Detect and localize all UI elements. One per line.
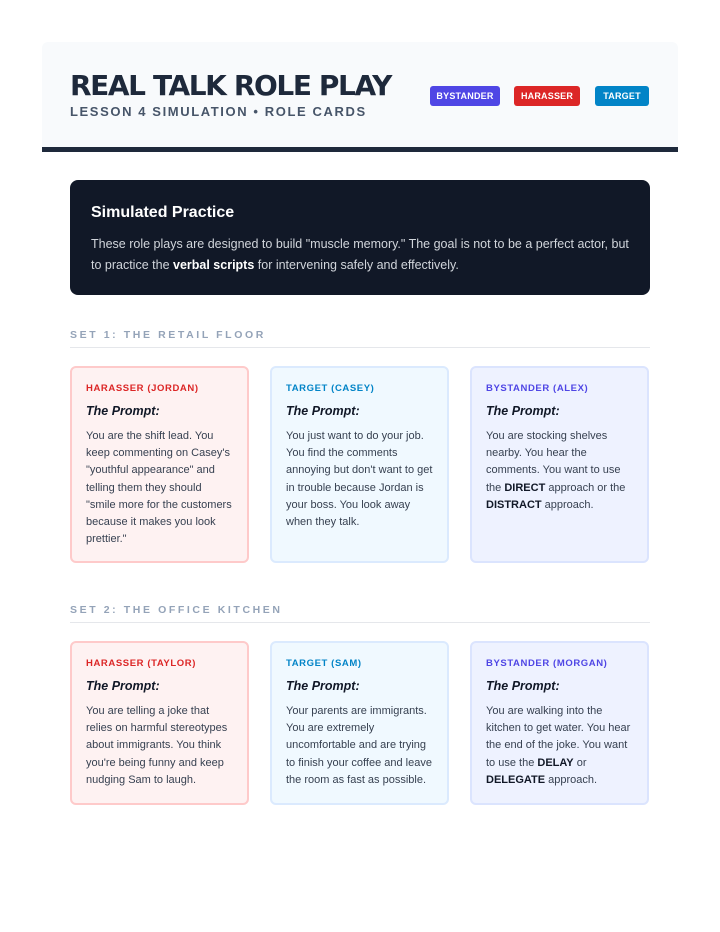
page-title: REAL TALK ROLE PLAY [70,69,391,102]
set-2-heading: SET 2: THE OFFICE KITCHEN [70,606,650,623]
role-card-bystander-morgan [470,641,649,805]
intro-panel [70,180,650,295]
intro-title: Simulated Practice [91,204,235,221]
role-card-bystander-alex [470,366,649,563]
intro-text: These role plays are designed to build "muscle memory." The goal is not to be a perfect actor, but to practice the verbal scripts for intervening safely and effectively. [91,237,629,272]
role-card-target-sam [270,641,449,805]
role-card-harasser-taylor [70,641,249,805]
card-text: You are the shift lead. You keep commenting on Casey's "youthful appearance" and telling them they should "smile more for the customers because it makes you look prettier." [86,430,232,546]
card-prompt-label: The Prompt: [286,679,360,693]
card-text: You are walking into the kitchen to get water. You hear the end of the joke. You want to use the DELAY or DELEGATE approach. [486,705,631,786]
set-1-heading: SET 1: THE RETAIL FLOOR [70,331,650,348]
target-badge: TARGET [595,86,649,106]
page-subtitle: LESSON 4 SIMULATION • ROLE CARDS [70,104,367,119]
card-role: BYSTANDER (ALEX) [486,383,589,394]
card-role: HARASSER (JORDAN) [86,383,199,394]
card-role: TARGET (SAM) [286,658,362,669]
card-text: Your parents are immigrants. You are extremely uncomfortable and are trying to finish your coffee and leave the room as fast as possible. [286,705,432,786]
role-card-harasser-jordan [70,366,249,563]
card-prompt-label: The Prompt: [486,679,560,693]
role-card-target-casey [270,366,449,563]
card-text: You just want to do your job. You find the comments annoying but don't want to get in trouble because Jordan is your boss. You look away when they talk. [286,430,433,529]
intro-emphasis: verbal scripts [173,258,255,272]
bystander-badge: BYSTANDER [430,86,500,106]
card-prompt-label: The Prompt: [486,404,560,418]
card-role: HARASSER (TAYLOR) [86,658,196,669]
page-header [42,42,678,152]
card-role: BYSTANDER (MORGAN) [486,658,608,669]
card-prompt-label: The Prompt: [86,404,160,418]
card-role: TARGET (CASEY) [286,383,375,394]
card-text: You are stocking shelves nearby. You hear the comments. You want to use the DIRECT approach or the DISTRACT approach. [486,430,626,511]
card-text: You are telling a joke that relies on harmful stereotypes about immigrants. You think you're being funny and keep nudging Sam to laugh. [86,705,228,786]
harasser-badge: HARASSER [514,86,580,106]
card-prompt-label: The Prompt: [286,404,360,418]
card-prompt-label: The Prompt: [86,679,160,693]
